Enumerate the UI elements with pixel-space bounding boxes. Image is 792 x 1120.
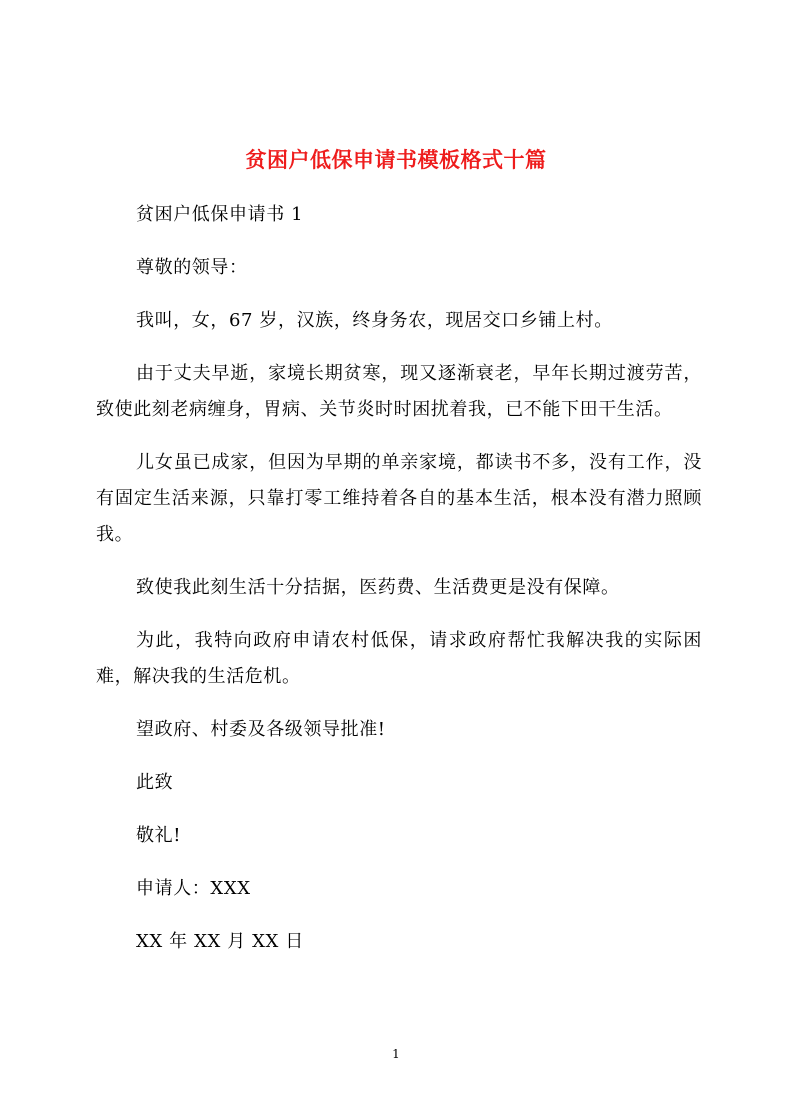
closing-line-2: 敬礼! <box>136 825 182 846</box>
page-number: 1 <box>392 1047 400 1061</box>
paragraph-finances: 致使我此刻生活十分拮据，医药费、生活费更是没有保障。 <box>136 577 620 598</box>
document-title: 贫困户低保申请书模板格式十篇 <box>245 148 547 172</box>
paragraph-request: 为此，我特向政府申请农村低保，请求政府帮忙我解决我的实际困难，解决我的生活危机。 <box>96 630 702 687</box>
paragraph-children: 儿女虽已成家，但因为早期的单亲家境，都读书不多，没有工作，没有固定生活来源，只靠打零工维持着各自的基本生活，根本没有潜力照顾我。 <box>96 452 702 545</box>
paragraph-intro: 我叫，女，67 岁，汉族，终身务农，现居交口乡铺上村。 <box>136 310 613 331</box>
paragraph-approval: 望政府、村委及各级领导批准! <box>136 719 386 740</box>
paragraph-health: 由于丈夫早逝，家境长期贫寒，现又逐渐衰老，早年长期过渡劳苦，致使此刻老病缠身，胃病、关节炎时时困扰着我，已不能下田干生活。 <box>96 363 702 420</box>
document-body <box>96 197 702 977</box>
application-date: XX 年 XX 月 XX 日 <box>136 931 304 952</box>
section-heading: 贫困户低保申请书 1 <box>136 204 304 225</box>
applicant-signature: 申请人：XXX <box>136 878 251 899</box>
salutation: 尊敬的领导： <box>136 257 248 278</box>
closing-line-1: 此致 <box>136 772 174 793</box>
